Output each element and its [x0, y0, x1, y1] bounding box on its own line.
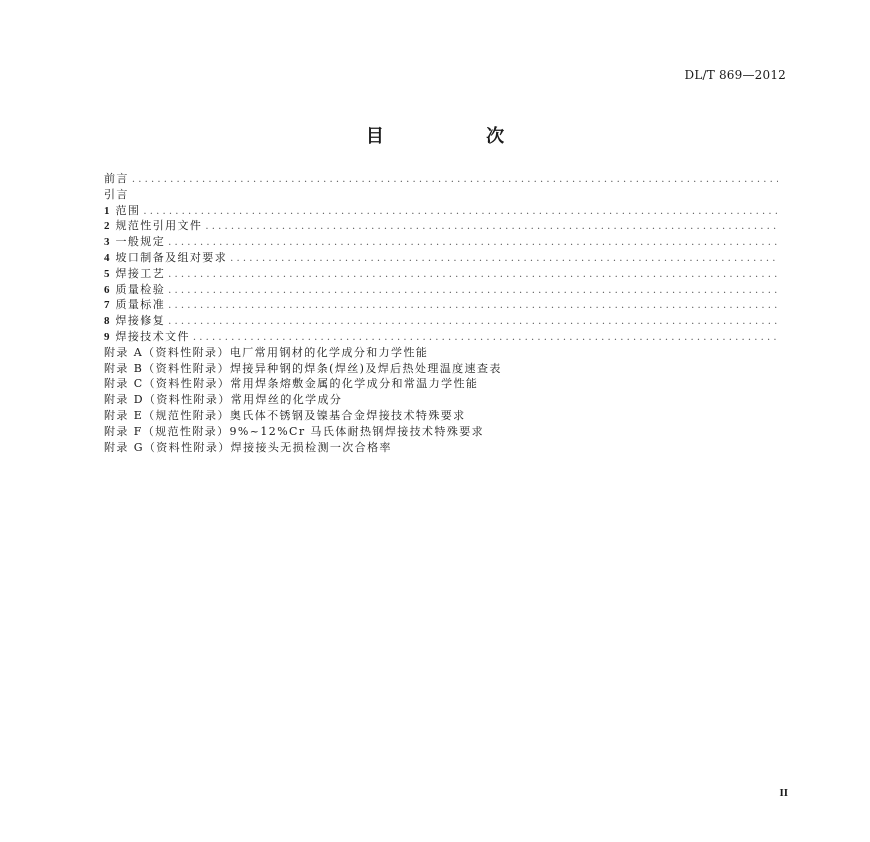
toc-entry-number: 7	[104, 299, 110, 312]
table-of-contents	[104, 171, 778, 455]
toc-entry[interactable]	[104, 187, 778, 203]
toc-dot-leader	[205, 219, 778, 235]
toc-entry-label: 附录 A（资料性附录）电厂常用钢材的化学成分和力学性能	[104, 345, 429, 359]
toc-entry-label: 附录 G（资料性附录）焊接接头无损检测一次合格率	[104, 440, 392, 454]
toc-entry[interactable]	[104, 376, 778, 392]
toc-entry[interactable]	[104, 424, 778, 440]
toc-entry-number: 2	[104, 220, 110, 233]
document-code: DL/T 869—2012	[684, 68, 786, 82]
toc-dot-leader	[168, 283, 778, 299]
toc-entry[interactable]	[104, 266, 778, 282]
toc-dot-leader	[193, 330, 778, 346]
toc-entry[interactable]	[104, 250, 778, 266]
toc-entry-label: 范围	[115, 203, 141, 217]
toc-dot-leader	[230, 251, 778, 267]
toc-entry-number: 1	[104, 204, 110, 217]
toc-dot-leader	[168, 235, 778, 251]
toc-entry-label: 质量标准	[115, 298, 166, 312]
toc-entry[interactable]	[104, 203, 778, 219]
toc-entry[interactable]	[104, 361, 778, 377]
toc-entry-label: 引言	[104, 187, 129, 201]
toc-entry[interactable]	[104, 313, 778, 329]
toc-entry-label: 焊接工艺	[115, 266, 166, 280]
toc-entry-label: 焊接修复	[115, 314, 166, 328]
toc-entry-number: 3	[104, 236, 110, 249]
toc-dot-leader	[168, 314, 778, 330]
toc-entry[interactable]	[104, 234, 778, 250]
toc-entry-number: 9	[104, 330, 110, 343]
toc-dot-leader	[168, 267, 778, 283]
page-title: 目 次	[365, 126, 553, 147]
toc-entry-label: 规范性引用文件	[115, 219, 203, 233]
toc-entry-label: 坡口制备及组对要求	[115, 250, 228, 264]
toc-entry-label: 附录 B（资料性附录）焊接异种钢的焊条(焊丝)及焊后热处理温度速查表	[104, 361, 502, 375]
toc-entry-label: 附录 D（资料性附录）常用焊丝的化学成分	[104, 393, 343, 407]
toc-entry-label: 质量检验	[115, 282, 166, 296]
toc-entry-number: 6	[104, 283, 110, 296]
toc-entry[interactable]	[104, 392, 778, 408]
toc-dot-leader	[143, 204, 778, 220]
toc-entry-label: 焊接技术文件	[115, 329, 190, 343]
toc-entry-number: 5	[104, 267, 110, 280]
toc-entry[interactable]	[104, 345, 778, 361]
toc-entry-label: 附录 E（规范性附录）奥氏体不锈钢及镍基合金焊接技术特殊要求	[104, 408, 466, 422]
toc-entry[interactable]	[104, 440, 778, 456]
toc-entry[interactable]	[104, 171, 778, 187]
toc-dot-leader	[132, 172, 778, 188]
toc-entry-number: 4	[104, 251, 110, 264]
toc-entry-label: 一般规定	[115, 235, 166, 249]
page-number: II	[779, 787, 788, 799]
toc-entry[interactable]	[104, 282, 778, 298]
toc-entry[interactable]	[104, 218, 778, 234]
toc-entry-label: 附录 C（资料性附录）常用焊条熔敷金属的化学成分和常温力学性能	[104, 377, 479, 391]
toc-entry-number: 8	[104, 315, 110, 328]
toc-entry-label: 附录 F（规范性附录）9%~12%Cr 马氏体耐热钢焊接技术特殊要求	[104, 424, 485, 438]
toc-entry[interactable]	[104, 297, 778, 313]
toc-entry[interactable]	[104, 408, 778, 424]
toc-dot-leader	[168, 298, 778, 314]
toc-entry[interactable]	[104, 329, 778, 345]
toc-entry-label: 前言	[104, 172, 129, 185]
